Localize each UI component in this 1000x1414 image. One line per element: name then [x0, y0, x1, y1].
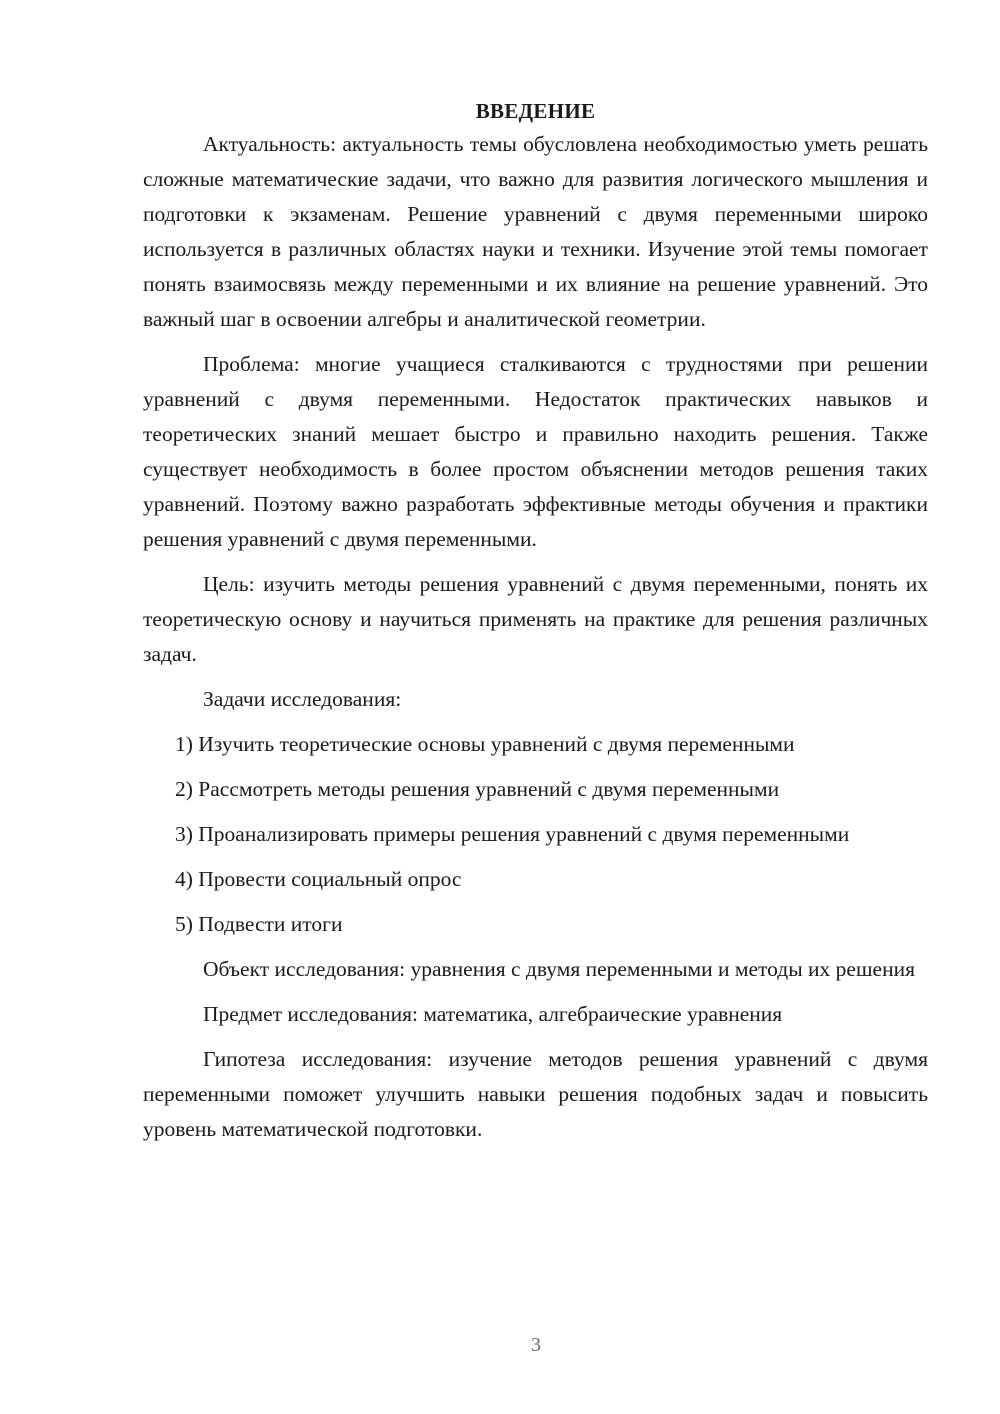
paragraph-relevance: Актуальность: актуальность темы обусловлена необходимостью уметь решать сложные математические задачи, что важно для развития логического мышления и подготовки к экзаменам. Решение уравнений с двумя переменными широко используется в различных областях науки и техники. Изучение этой темы помогает понять взаимосвязь между переменными и их влияние на решение уравнений. Это важный шаг в освоении алгебры и аналитической геометрии.	[143, 132, 928, 331]
task-item-1: 1) Изучить теоретические основы уравнений с двумя переменными	[175, 732, 795, 756]
paragraph-object: Объект исследования: уравнения с двумя переменными и методы их решения	[203, 957, 915, 981]
paragraph-problem: Проблема: многие учащиеся сталкиваются с трудностями при решении уравнений с двумя переменными. Недостаток практических навыков и теоретических знаний мешает быстро и правильно находить решения. Также существует необходимость в более простом объяснении методов решения таких уравнений. Поэтому важно разработать эффективные методы обучения и практики решения уравнений с двумя переменными.	[143, 352, 928, 551]
paragraph-tasks-heading: Задачи исследования:	[203, 687, 402, 711]
page-title: ВВЕДЕНИЕ	[475, 99, 596, 123]
paragraph-goal: Цель: изучить методы решения уравнений с двумя переменными, понять их теоретическую основу и научиться применять на практике для решения различных задач.	[143, 572, 928, 666]
paragraph-hypothesis: Гипотеза исследования: изучение методов решения уравнений с двумя переменными поможет улучшить навыки решения подобных задач и повысить уровень математической подготовки.	[143, 1047, 928, 1141]
task-item-5: 5) Подвести итоги	[175, 912, 343, 936]
page-number: 3	[531, 1334, 541, 1356]
paragraph-subject: Предмет исследования: математика, алгебраические уравнения	[203, 1002, 783, 1026]
task-item-2: 2) Рассмотреть методы решения уравнений с двумя переменными	[175, 777, 780, 801]
task-item-3: 3) Проанализировать примеры решения уравнений с двумя переменными	[175, 822, 850, 846]
task-item-4: 4) Провести социальный опрос	[175, 867, 462, 891]
document-page	[143, 96, 928, 1157]
